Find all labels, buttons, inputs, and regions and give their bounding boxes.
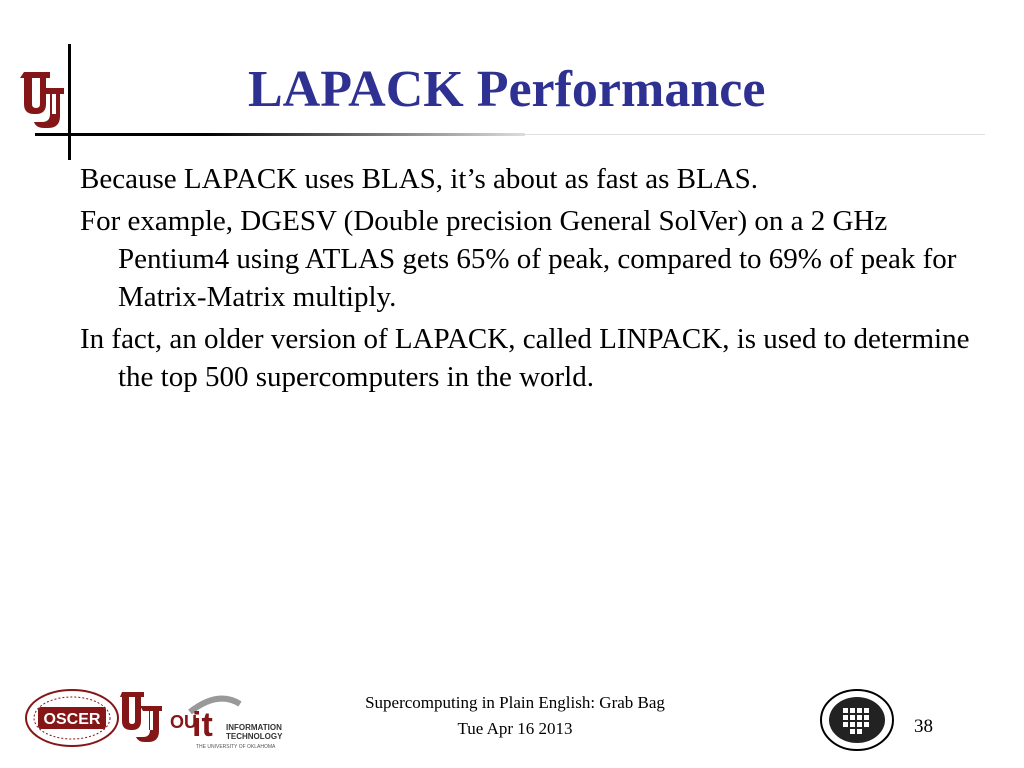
svg-text:OU: OU <box>170 712 197 732</box>
header-horizontal-rule-light <box>525 134 985 135</box>
bullet-2: For example, DGESV (Double precision General SolVer) on a 2 GHz Pentium4 using ATLAS gets 65% of peak, compared to 69% of peak for Matrix-Matrix multiply. <box>80 205 957 313</box>
slide-title: LAPACK Performance <box>248 61 766 118</box>
footer-course: Supercomputing in Plain English: Grab Bag <box>365 693 665 712</box>
supercomputing-logo-icon <box>818 688 896 752</box>
it-logo <box>168 692 288 750</box>
it-logo-letters: it <box>192 706 213 744</box>
bullet-1: Because LAPACK uses BLAS, it’s about as fast as BLAS. <box>80 163 758 195</box>
footer-date: Tue Apr 16 2013 <box>457 719 573 738</box>
it-logo-line1: INFORMATION <box>226 723 282 732</box>
page-number: 38 <box>914 716 933 737</box>
bullet-3: In fact, an older version of LAPACK, called LINPACK, is used to determine the top 500 supercomputers in the world. <box>80 323 970 393</box>
header-vertical-rule <box>68 44 71 160</box>
ou-logo-icon <box>20 68 68 132</box>
it-logo-icon <box>168 692 288 750</box>
footer-caption <box>330 690 700 742</box>
oscer-logo-icon <box>24 688 120 748</box>
slide-body <box>80 160 980 400</box>
it-logo-line3: THE UNIVERSITY OF OKLAHOMA <box>196 744 276 750</box>
it-logo-line2: TECHNOLOGY <box>226 732 283 741</box>
oscer-logo-text: OSCER <box>43 711 101 728</box>
ou-footer-logo-icon <box>120 690 164 750</box>
header-horizontal-rule <box>35 133 525 136</box>
